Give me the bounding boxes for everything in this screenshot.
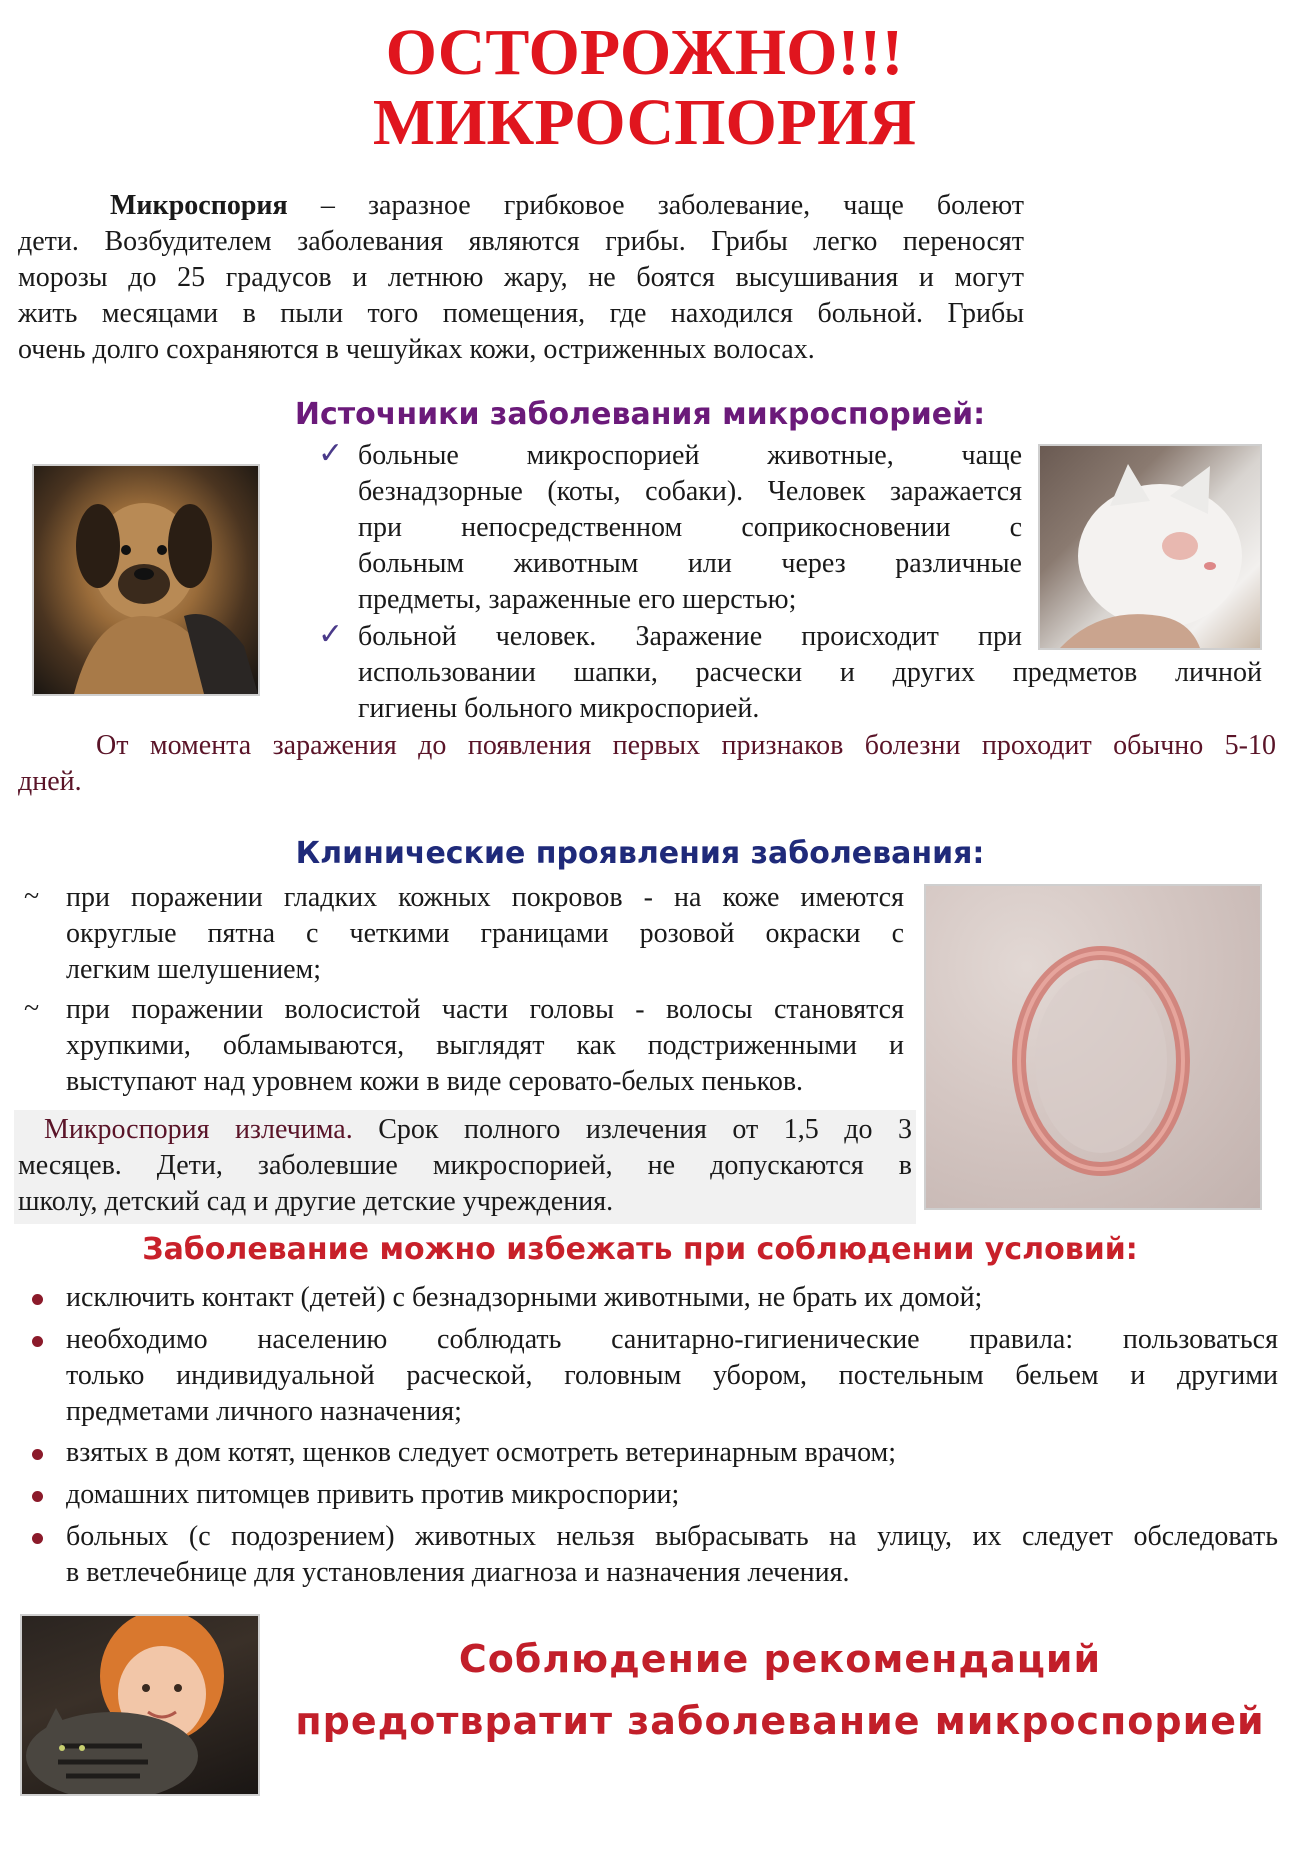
sources-item-line: больные микроспорией животные, чаще bbox=[358, 440, 1022, 471]
prevention-item-5 bbox=[66, 1519, 1278, 1591]
dog-photo bbox=[32, 464, 260, 696]
slogan-line2: предотвратит заболевание микроспорией bbox=[295, 1699, 1265, 1743]
intro-line: дети. Возбудителем заболевания являются грибы. Грибы легко переносят bbox=[18, 226, 1024, 257]
clinical-heading: Клинические проявления заболевания: bbox=[295, 836, 985, 871]
intro-line: жить месяцами в пыли того помещения, где находился больной. Грибы bbox=[18, 298, 1024, 329]
intro-line1-rest: – заразное грибковое заболевание, чаще болеют bbox=[287, 190, 1024, 221]
sources-item-line: при непосредственном соприкосновении с bbox=[358, 512, 1022, 543]
sources-item-line: гигиены больного микроспорией. bbox=[358, 693, 760, 724]
page-title-line2: МИКРОСПОРИЯ bbox=[372, 86, 917, 159]
tilde-marker: ~ bbox=[24, 881, 40, 912]
prevention-item-line: больных (с подозрением) животных нельзя выбрасывать на улицу, их следует обследовать bbox=[66, 1521, 1278, 1552]
prevention-heading: Заболевание можно избежать при соблюдении условий: bbox=[142, 1232, 1138, 1267]
sources-item-line: безнадзорные (коты, собаки). Человек заражается bbox=[358, 476, 1022, 507]
prevention-item-line: в ветлечебнице для установления диагноза и назначения лечения. bbox=[66, 1557, 850, 1588]
prevention-item-4 bbox=[66, 1477, 1278, 1513]
cure-paragraph bbox=[14, 1110, 916, 1224]
clinical-item-line: хрупкими, обламываются, выглядят как подстриженными и bbox=[66, 1030, 904, 1061]
clinical-item-1 bbox=[66, 880, 904, 988]
sources-item-line: больной человек. Заражение происходит при bbox=[358, 621, 1022, 652]
checkmark-icon: ✓ bbox=[318, 437, 344, 470]
cure-line1-rest: Срок полного излечения от 1,5 до 3 bbox=[352, 1114, 912, 1145]
cat-illustration bbox=[1040, 446, 1260, 648]
clinical-item-2 bbox=[66, 992, 904, 1100]
cure-line: месяцев. Дети, заболевшие микроспорией, не допускаются в bbox=[18, 1150, 912, 1181]
child-cat-illustration bbox=[22, 1616, 258, 1794]
prevention-item-line: предметами личного назначения; bbox=[66, 1396, 462, 1427]
page-title-line1: ОСТОРОЖНО!!! bbox=[385, 16, 904, 89]
tilde-marker: ~ bbox=[24, 993, 40, 1024]
skin-lesion-photo bbox=[924, 884, 1262, 1210]
bullet-icon bbox=[32, 1294, 43, 1305]
bullet-icon bbox=[32, 1491, 43, 1502]
bullet-icon bbox=[32, 1449, 43, 1460]
clinical-item-line: при поражении волосистой части головы - волосы становятся bbox=[66, 994, 904, 1025]
prevention-item-line: необходимо населению соблюдать санитарно-гигиенические правила: пользоваться bbox=[66, 1324, 1278, 1355]
sources-item-line: больным животным или через различные bbox=[358, 548, 1022, 579]
incubation-line: дней. bbox=[18, 766, 82, 797]
prevention-item-line: исключить контакт (детей) с безнадзорными животными, не брать их домой; bbox=[66, 1282, 983, 1313]
sources-item-line: использовании шапки, расчески и других предметов личной bbox=[358, 657, 1262, 688]
prevention-item-1 bbox=[66, 1280, 1278, 1316]
sources-heading: Источники заболевания микроспорией: bbox=[294, 397, 986, 432]
clinical-item-line: при поражении гладких кожных покровов - на коже имеются bbox=[66, 882, 904, 913]
sources-item-1 bbox=[358, 438, 1022, 618]
clinical-item-line: легким шелушением; bbox=[66, 954, 322, 985]
prevention-item-line: домашних питомцев привить против микроспории; bbox=[66, 1479, 680, 1510]
incubation-text bbox=[18, 728, 1276, 800]
sources-item-line: предметы, зараженные его шерстью; bbox=[358, 584, 797, 615]
clinical-item-line: округлые пятна с четкими границами розовой окраски с bbox=[66, 918, 904, 949]
intro-line bbox=[18, 188, 1024, 224]
prevention-item-line: только индивидуальной расческой, головным убором, постельным бельем и другими bbox=[66, 1360, 1278, 1391]
slogan-line1: Соблюдение рекомендаций bbox=[458, 1637, 1102, 1681]
prevention-item-line: взятых в дом котят, щенков следует осмотреть ветеринарным врачом; bbox=[66, 1437, 897, 1468]
clinical-item-line: выступают над уровнем кожи в виде серовато-белых пеньков. bbox=[66, 1066, 804, 1097]
lesion-illustration bbox=[926, 886, 1260, 1208]
bullet-icon bbox=[32, 1336, 43, 1347]
prevention-item-2 bbox=[66, 1322, 1278, 1430]
bullet-icon bbox=[32, 1533, 43, 1544]
checkmark-icon: ✓ bbox=[318, 618, 344, 651]
dog-illustration bbox=[34, 466, 258, 694]
intro-paragraph bbox=[18, 188, 1024, 368]
prevention-item-3 bbox=[66, 1435, 1278, 1471]
child-cat-photo bbox=[20, 1614, 260, 1796]
cat-photo bbox=[1038, 444, 1262, 650]
incubation-line: От момента заражения до появления первых признаков болезни проходит обычно 5-10 bbox=[96, 730, 1276, 761]
intro-line: очень долго сохраняются в чешуйках кожи, остриженных волосах. bbox=[18, 334, 815, 365]
curable-text: Микроспория излечима. bbox=[44, 1114, 353, 1145]
intro-term: Микроспория bbox=[110, 190, 288, 221]
cure-line: школу, детский сад и другие детские учреждения. bbox=[18, 1186, 614, 1217]
intro-line: морозы до 25 градусов и летнюю жару, не боятся высушивания и могут bbox=[18, 262, 1024, 293]
cure-line bbox=[18, 1112, 912, 1148]
